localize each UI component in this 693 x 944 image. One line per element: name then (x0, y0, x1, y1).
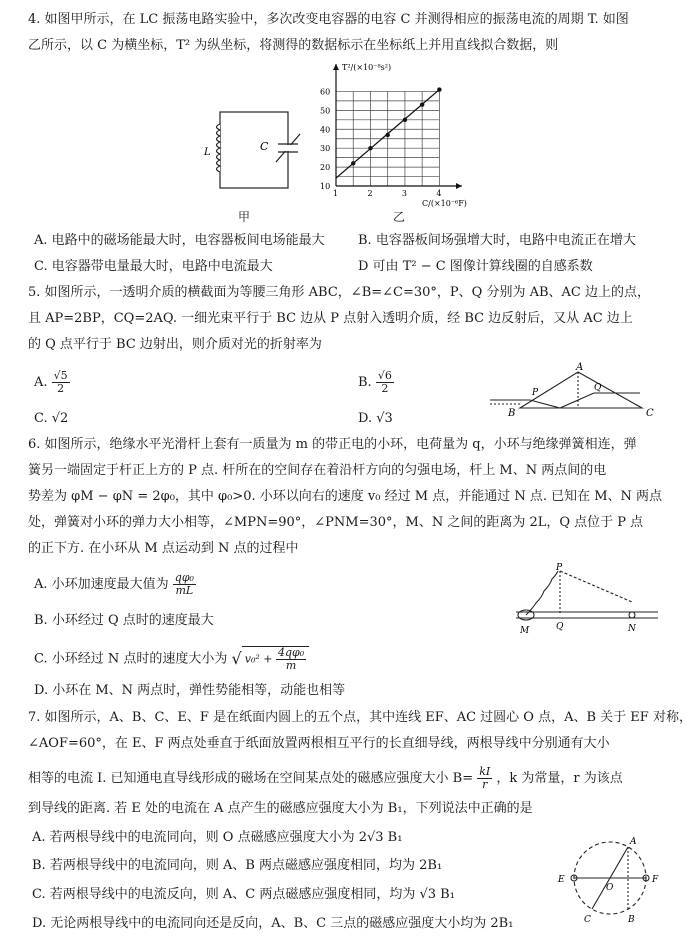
y-tick-label: 30 (320, 144, 331, 154)
q5-line-2: 且 AP=2BP，CQ=2AQ. 一细光束平行于 BC 边从 P 点射入透明介质，经 BC 边反射后，又从 AC 边上 (28, 311, 633, 326)
q7-line-4: 到导线的距离. 若 E 处的电流在 A 点产生的磁感应强度大小为 B₁，下列说法中正确的是 (28, 801, 533, 816)
capacitor-label: C (260, 140, 269, 153)
q6-option-a[interactable]: A. 小环加速度最大值为 $\frac{\text{qφ₀}}{mL}$ (34, 571, 194, 597)
data-point (351, 161, 355, 165)
x-axis-arrow (456, 183, 462, 189)
y-axis-label: T²/(×10⁻⁸s²) (342, 63, 392, 72)
lc-circuit-figure (200, 100, 310, 200)
circle-wires-figure (548, 830, 668, 930)
q7-option-c[interactable]: C. 若两根导线中的电流反向，则 A、C 两点磁感应强度相同，均为 √3 B₁ (32, 887, 455, 902)
q7-line-3: 相等的电流 I. 已知通电直导线形成的磁场在空间某点处的磁感应强度大小 B= $\frac{kI}{r}$ ，k 为常量，r 为该点 (28, 765, 623, 791)
q6-option-d[interactable]: D. 小环在 M、N 两点时，弹性势能相等，动能也相等 (34, 683, 346, 698)
point-m-label: M (520, 626, 530, 636)
q6-line-2: 簧另一端固定于杆正上方的 P 点. 杆所在的空间存在着沿杆方向的匀强电场，杆上 M、N 两点间的电 (28, 463, 607, 478)
q5-option-a[interactable]: A. $\frac{√5}{2}$ (34, 369, 68, 395)
q6-line-1: 6. 如图所示，绝缘水平光滑杆上套有一质量为 m 的带正电的小环，电荷量为 q，小环与绝缘弹簧相连，弹 (28, 437, 637, 452)
data-point (437, 87, 441, 91)
q7-option-a[interactable]: A. 若两根导线中的电流同向，则 O 点磁感应强度大小为 2√3 B₁ (32, 830, 403, 845)
point-o-label: O (606, 883, 614, 893)
q4-line-1: 4. 如图甲所示，在 LC 振荡电路实验中，多次改变电容器的电容 C 并测得相应的振荡电流的周期 T. 如图 (28, 12, 629, 27)
data-point (385, 133, 389, 137)
q4-option-d[interactable]: D 可由 T² − C 图像计算线圈的自感系数 (358, 259, 593, 274)
x-tick-label: 2 (367, 189, 373, 198)
formula-numerator: kI (479, 765, 491, 778)
formula-denominator: r (482, 778, 488, 791)
q7-option-b[interactable]: B. 若两根导线中的电流同向，则 A、B 两点磁感应强度相同，均为 2B₁ (32, 858, 443, 873)
x-tick-label: 4 (436, 189, 442, 198)
data-point (368, 146, 372, 150)
triangle-prism-figure (490, 362, 660, 420)
vertex-b-label: B (508, 408, 516, 419)
q7-line-1: 7. 如图所示，A、B、C、E、F 是在纸面内圆上的五个点，其中连线 EF、AC 过圆心 O 点，A、B 关于 EF 对称， (28, 710, 692, 725)
spring-rod-figure (512, 562, 660, 640)
q5-option-c[interactable]: C. √2 (34, 411, 69, 426)
t2-vs-c-chart (308, 58, 480, 208)
point-p-label: P (556, 563, 563, 573)
q4-option-b[interactable]: B. 电容器板间场强增大时，电路中电流正在增大 (358, 233, 636, 248)
data-point (403, 118, 407, 122)
point-c-label: C (584, 915, 591, 925)
x-tick-label: 3 (401, 189, 408, 198)
q4-option-a[interactable]: A. 电路中的磁场能最大时，电容器板间电场能最大 (34, 233, 325, 248)
y-tick-label: 40 (320, 125, 331, 135)
point-e-label: E (558, 875, 565, 885)
point-q-label: Q (556, 622, 564, 632)
data-point (420, 102, 424, 106)
point-f-label: F (652, 875, 659, 885)
q6-line-5: 的正下方. 在小环从 M 点运动到 N 点的过程中 (28, 541, 299, 556)
figure-caption-jia: 甲 (238, 210, 251, 224)
point-q-label: Q (594, 383, 602, 393)
y-axis-arrow (333, 64, 339, 70)
vertex-c-label: C (646, 408, 654, 419)
point-a-label: A (630, 837, 637, 847)
inductor-label: L (204, 147, 211, 158)
x-axis-label: C/(×10⁻⁶F) (422, 199, 467, 208)
x-tick-label: 1 (333, 189, 339, 198)
q4-option-c[interactable]: C. 电容器带电量最大时，电路中电流最大 (34, 259, 273, 274)
q4-line-2: 乙所示，以 C 为横坐标，T² 为纵坐标，将测得的数据标示在坐标纸上并用直线拟合数据，则 (28, 38, 559, 53)
figure-caption-yi: 乙 (393, 210, 406, 224)
q5-option-d[interactable]: D. √3 (358, 411, 393, 426)
vertex-a-label: A (576, 362, 584, 373)
q6-line-4: 处，弹簧对小环的弹力大小相等，∠MPN=90°，∠PNM=30°，M、N 之间的距离为 2L，Q 点位于 P 点 (28, 515, 644, 530)
point-n-label: N (628, 624, 636, 634)
q7-option-d[interactable]: D. 无论两根导线中的电流同向还是反向，A、B、C 三点的磁感应强度大小均为 2B₁ (32, 916, 514, 931)
y-tick-label: 10 (320, 182, 331, 191)
q5-option-b[interactable]: B. $\frac{√6}{2}$ (358, 369, 392, 395)
point-p-label: P (532, 388, 539, 398)
y-tick-label: 20 (320, 163, 331, 173)
y-tick-label: 50 (320, 106, 331, 116)
point-b-label: B (628, 915, 635, 925)
y-tick-label: 60 (320, 87, 331, 97)
q6-option-c[interactable]: C. 小环经过 N 点时的速度大小为 √ v₀² + $\frac{\text{4qφ₀}}{m}$ (34, 646, 309, 672)
q6-option-b[interactable]: B. 小环经过 Q 点时的速度最大 (34, 613, 214, 628)
q5-line-3: 的 Q 点平行于 BC 边射出，则介质对光的折射率为 (28, 337, 322, 352)
q7-line-2: ∠AOF=60°，在 E、F 两点处垂直于纸面放置两根相互平行的长直细导线，两根导线中分别通有大小 (28, 736, 610, 751)
q6-line-3: 势差为 φM − φN = 2φ₀，其中 φ₀>0. 小环以向右的速度 v₀ 经过 M 点，并能通过 N 点. 已知在 M、N 两点 (28, 489, 663, 504)
q5-line-1: 5. 如图所示，一透明介质的横截面为等腰三角形 ABC，∠B=∠C=30°，P、Q 分别为 AB、AC 边上的点， (28, 285, 650, 300)
